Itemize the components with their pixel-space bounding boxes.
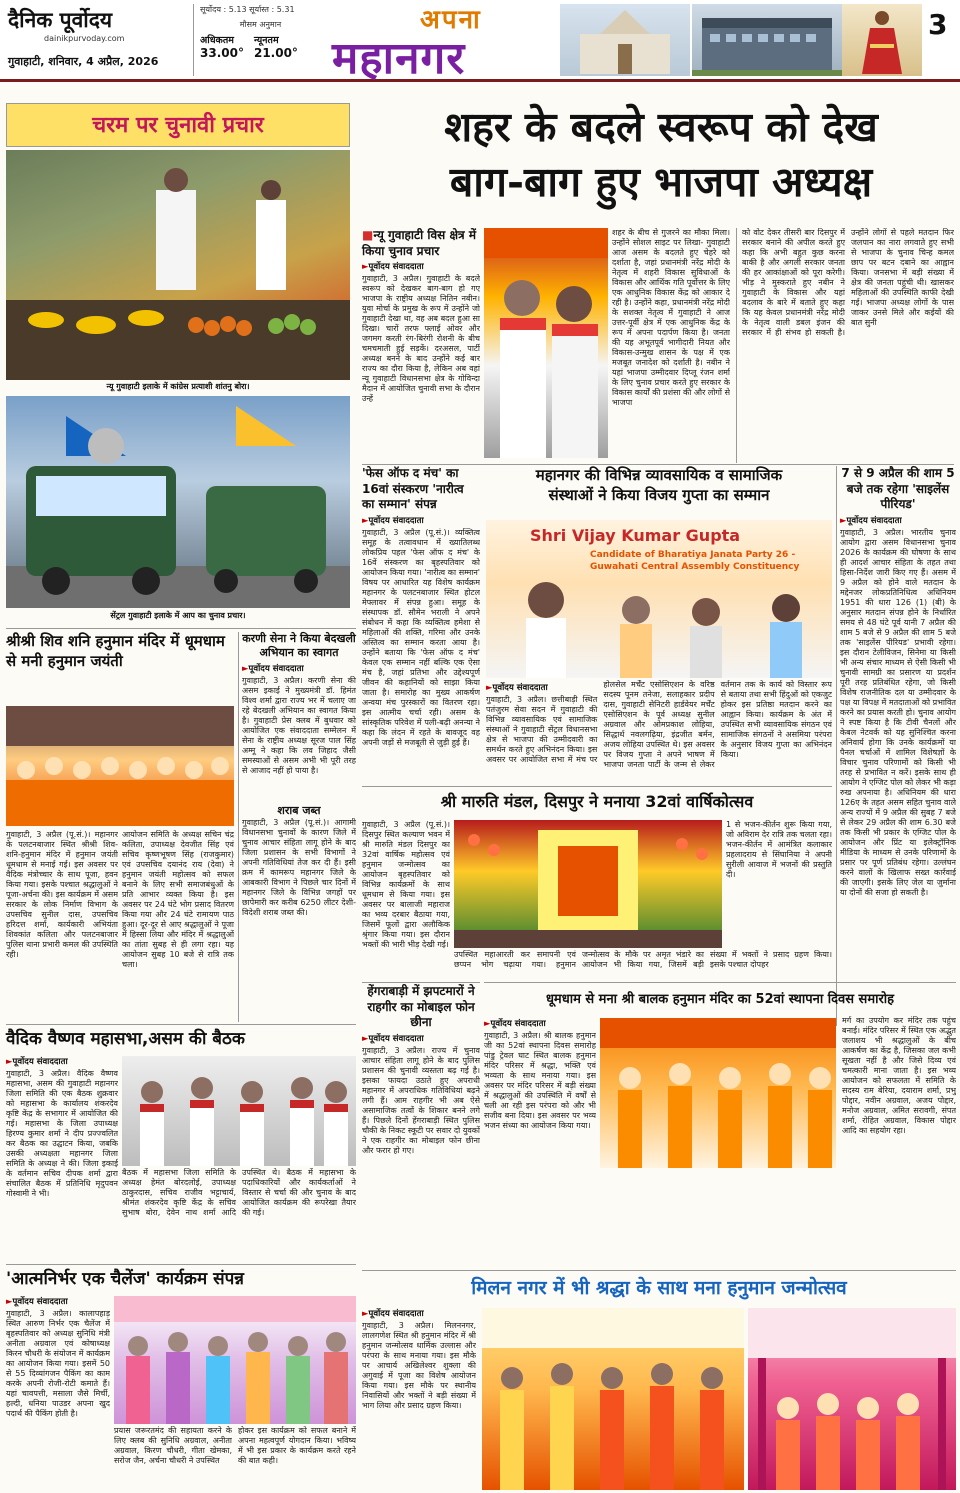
vijay-article	[486, 680, 832, 780]
lead-body-1: गुवाहाटी, 3 अप्रैल। गुवाहाटी के बदले स्वरूप को देखकर बाग-बाग हो गए भाजपा के राष्ट्रीय अध्यक्ष नितिन नबीन। युवा मोर्चा के प्रमुख के रूप में उन्होंने जो गुवाहाटी देखा था, वह अब बदल हुआ सा दिखा। चारों तरफ फ्लाई ओवर और जगमग करती रंग-बिरंगी रोशनी के बीच चमचमाती हुई सड़कें। दरअसल, पार्टी अध्यक्ष बनने के बाद उन्होंने कई बार राज्य का दौरा किया है, लेकिन अब वहां न्यू गुवाहाटी विधानसभा क्षेत्र के गोविन्दा मैदान में आयोजित चुनावी सभा के दौरान उन्हें	[362, 274, 480, 404]
fruit-market-icon	[6, 150, 350, 380]
shani-body-2: आयोजन समिति के अध्यक्ष सचिन चंद्र कलिता, उपाध्यक्ष देवजीत सिंह एवं सचिव कृष्णभूषण सिंह (राजकुमार) एवं उपसचिव दयानंद राय (देवा) ने हनुमान जयंती महोत्सव को सफल बनाने के लिए सभी समाजबंधुओं के प्रति आभार व्यक्त किया है। इस अवसर पर 24 घंटे भोग प्रसाद वितरण किया गया और 24 घंटे रामायण पाठ हुआ। दूर-दूर से आए श्रद्धालुओं ने पूजा में हिस्सा लिया और मंदिर में श्रद्धालुओं का तांता सुबह से ही लगा रहा। यह आयोजन सुबह 10 बजे से रात्रि तक चला।	[122, 830, 234, 969]
milan-photo-1	[482, 1308, 744, 1490]
shani-headline-block	[6, 632, 234, 671]
lead-body-2: शहर के बीच से गुजरने का मौका मिला। उन्होंने सोशल साइट पर लिखा- गुवाहाटी आज असम के बदलते हुए चेहरे को दर्शाता है, जहां प्रधानमंत्री नरेंद्र मोदी के नेतृत्व में शहरी विकास सुविधाओं के विकास और आर्थिक गति पूर्वोत्तर के लिए एक आधुनिक विकास केंद्र को आकार दे रही है। उन्होंने कहा, प्रधानमंत्री नरेंद्र मोदी के सशक्त नेतृत्व में गुवाहाटी ने आज उत्तर-पूर्वी क्षेत्र में एक आधुनिक केंद्र के रूप में अपना पदार्पण किया है। जनता की यह अभूतपूर्व भागीदारी नियत और विकास-उन्मुख शासन के पक्ष में एक मजबूत जनादेश को दर्शाती है। नबीन ने यहां भाजपा उम्मीदवार दिप्लू रंजन शर्मा के लिए चुनाव प्रचार करते हुए सरकार के विकास कार्यों की प्रशंसा की और लोगों से भाजपा	[612, 228, 730, 407]
balak-headline-block	[484, 992, 956, 1009]
masthead	[0, 0, 960, 82]
karni-article	[242, 632, 356, 986]
atmanirbhar-body-2: प्रयास जरूरतमंद की सहायता करने के लिए क्लब की सुनिधि अग्रवाल, अनीता अग्रवाल, किरण चौधरी, गीता खेमका, सरोज जैन, अर्चना चौधरी ने उपस्थित	[114, 1426, 232, 1465]
atmanirbhar-headline-block	[6, 1268, 356, 1290]
min-temp: 21.00°	[253, 46, 298, 60]
vaishnav-body-2: बैठक में महासभा जिला समिति के अध्यक्ष हेमंत बोरदलोई, उपाध्यक्ष ठाकुरदास, सचिव राजीव भट्टाचार्य, श्रीमंत शंकरदेव कृष्टि केंद्र के सचिव सुभाष बोरा, देवेन नाथ शर्मा आदि उपस्थित थे। बैठक में महासभा के पदाधिकारियों और कार्यकर्ताओं ने विस्तार से चर्चा की और चुनाव के बाद आयोजित कार्यक्रम की रूपरेखा तैयार की गई।	[122, 1168, 356, 1217]
milan-photo-2	[748, 1308, 956, 1490]
lead-body-3: को वोट देकर तीसरी बार दिसपुर में सरकार बनाने की अपील करते हुए कहा कि अभी बहुत कुछ करना बाकी है और अगली सरकार जनता की हर आकांक्षाओं को पूरा करेगी। भीड़ ने मुस्कराते हुए नबीन ने गुवाहाटी के विकास और यहां बदलाव के बारे में बताते हुए कहा कि यह केवल प्रधानमंत्री नरेंद्र मोदी के नेतृत्व वाली डबल इंजन की सरकार में ही संभव हो सकती है। उन्होंने लोगों से पहले मतदान फिर जलपान का नारा लगवाते हुए सभी से भाजपा के चुनाव चिन्ह कमल छाप पर बटन दबाने का आह्वान किया। जनसभा में बड़ी संख्या में क्षेत्र की जनता पहुंची थी। खासकर महिलाओं की उपस्थिति काफी देखी गई। भाजपा अध्यक्ष लोगों के पास जाकर उनसे मिले और कईयों की बात सुनी	[742, 228, 954, 337]
milan-headline: मिलन नगर में भी श्रद्धा के साथ मना हनुमान जन्मोत्सव	[471, 1277, 847, 1299]
maruti-caption: उपस्थित महाआरती कर समापनी एवं छप्पन भोग चढ़ाया गया। हनुमान जन्मोत्सव के मौके पर अमृत भंडारे का आयोजन भी किया गया, जिसमें बड़ी संख्या में भक्तों ने प्रसाद ग्रहण किया। इसके पश्चात दोपहर	[454, 950, 832, 969]
fame-headline: 'फेस ऑफ द मंच' का 16वां संस्करण 'नारीत्व का सम्मान' संपन्न	[362, 466, 464, 512]
leaders-icon	[484, 228, 608, 458]
atmanirbhar-article	[6, 1294, 110, 1489]
temple-gathering-icon	[6, 706, 234, 826]
bhajan-sandhya-icon	[600, 1018, 836, 1168]
vijay-banner-sub: Candidate of Bharatiya Janata Party 26 - Guwahati Central Assembly Constituency	[590, 550, 800, 572]
lead-kicker: ■ न्यू गुवाहाटी विस क्षेत्र में किया चुनाव प्रचार	[362, 228, 480, 259]
vijay-banner-text: Shri Vijay Kumar Gupta	[530, 526, 741, 545]
hengrabari-headline: हेंगराबाड़ी में झपटमारों ने राहगीर का मोबाइल फोन छीना	[367, 984, 475, 1030]
vaishnav-headline-block	[6, 1028, 356, 1050]
fame-body: गुवाहाटी, 3 अप्रैल (पू.सं.)। व्यक्तित्व समूह के तत्वावधान में ख्यातिलब्ध लोकप्रिय पहल 'फेस ऑफ द मंच' के 16वें संस्करण का बृहस्पतिवार को आयोजन किया गया। 'नारीत्व का सम्मान' विषय पर आधारित यह विशेष कार्यक्रम महानगर के पलटनबाजार स्थित होटल मेफ्लावर में संपन्न हुआ। समूह के संस्थापक डॉ. सौमेन भराली ने अपने संबोधन में कहा कि व्यक्तित्व हमेशा से महिलाओं की शक्ति, गरिमा और उनके अस्तित्व का सम्मान करता आया है। उन्होंने बताया कि 'फेस ऑफ द मंच' केवल एक सम्मान नहीं बल्कि एक ऐसा मंच है, जहां प्रतिभा और उद्देश्यपूर्ण जीवन की कहानियों को साझा किया जाता है। समारोह का मुख्य आकर्षण अन्वया मंच पुरस्कारों का वितरण रहा। इस आत्मीय चर्चा रही। असम के सांस्कृतिक परिवेश में पली-बढ़ी अनन्या ने कहा कि लंदन में रहते के बावजूद वह अपनी जड़ों से मजबूती से जुड़ी हुई हैं।	[362, 527, 480, 747]
lead-photo	[484, 228, 608, 458]
temple-image	[560, 4, 690, 76]
campaign-photo-1	[6, 150, 350, 380]
silence-article	[840, 466, 956, 998]
balak-article	[484, 1016, 596, 1231]
milan-byline: ► पूर्वोदय संवाददाता	[362, 1308, 476, 1319]
milan-article	[362, 1306, 476, 1491]
silence-headline: 7 से 9 अप्रैल की शाम 5 बजे तक रहेगा 'साइलेंस पीरियड'	[841, 466, 955, 512]
shani-headline: श्रीश्री शिव शनि हनुमान मंदिर में धूमधाम से मनी हनुमान जयंती	[6, 632, 225, 670]
vijay-headline-line-2: संस्थाओं ने किया विजय गुप्ता का सम्मान	[548, 485, 770, 504]
vijay-photo	[486, 520, 832, 678]
atmanirbhar-byline: ► पूर्वोदय संवाददाता	[6, 1296, 110, 1307]
paper-name: दैनिक पूर्वोदय	[8, 7, 113, 32]
campaign-photo-2	[6, 396, 350, 608]
dancer-image	[842, 4, 922, 76]
vijay-headline	[486, 466, 832, 505]
maruti-photo	[454, 820, 722, 948]
auto-rickshaw-icon	[6, 396, 350, 608]
vaishnav-headline: वैदिक वैष्णव महासभा,असम की बैठक	[6, 1029, 245, 1049]
balak-byline: ► पूर्वोदय संवाददाता	[484, 1018, 596, 1029]
lead-headline-line-2: बाग-बाग हुए भाजपा अध्यक्ष	[449, 158, 873, 207]
maruti-body-2: 1 से भजन-कीर्तन शुरू किया गया, जो अविराम देर रात्रि तक चलता रहा। भजन-कीर्तन में आमंत्रित कलाकार प्रहलादराय से सिंघानिया ने अपनी सुरीली आवाज में भजनों की प्रस्तुति दी।	[726, 820, 832, 879]
fame-byline: ► पूर्वोदय संवाददाता	[362, 515, 480, 526]
liquor-body: गुवाहाटी, 3 अप्रैल (पू.सं.)। आगामी विधानसभा चुनावों के कारण जिले में चुनाव आचार संहिता लागू होने के बाद जिला प्रशासन के सभी विभागों ने अपनी गतिविधियां तेज कर दी हैं। इसी क्रम में कामरूप महानगर जिले के आबकारी विभाग ने पिछले चार दिनों में महानगर जिले के विभिन्न जगहों पर छापेमारी कर करीब 6250 लीटर देशी-विदेशी शराब जब्त की।	[242, 817, 356, 917]
liquor-headline: शराब जब्त	[277, 803, 321, 817]
shani-body: गुवाहाटी, 3 अप्रैल (पू.सं.)। महानगर के पलटनबाजार स्थित श्रीश्री शिव-शनि-हनुमान मंदिर में हनुमान जयंती धूमधाम से मनाई गई। इस अवसर पर वैदिक मंत्रोच्चार के साथ पूजा, हवन किया गया। इसके पश्चात श्रद्धालुओं ने पूजा-अर्चना की। इस कार्यक्रम में असम सरकार के लोक निर्माण विभाग के उपसचिव सुनील दास, उपसचिव हरिदत्त शर्मा, कार्यकारी अभियंता शिवकांत कलिता और पलटनबाजार पुलिस थाना प्रभारी कमल की उपस्थिति रही।	[6, 830, 118, 959]
lead-headline-line-1: शहर के बदले स्वरूप को देख	[444, 103, 878, 151]
date-line: गुवाहाटी, शनिवार, 4 अप्रैल, 2026	[8, 55, 159, 68]
lead-byline: ► पूर्वोदय संवाददाता	[362, 261, 480, 272]
weather-label: मौसम अनुमान	[239, 20, 282, 29]
temple-icon	[560, 4, 690, 76]
maruti-headline: श्री मारुति मंडल, दिसपुर ने मनाया 32वां वार्षिकोत्सव	[440, 792, 754, 811]
vaishnav-body: गुवाहाटी, 3 अप्रैल। वैदिक वैष्णव महासभा, असम की गुवाहाटी महानगर जिला समिति की एक बैठक शुक्रवार को महासभा के कार्यालय शंकरदेव कृष्टि केंद्र के सभागार में आयोजित की गई। महासभा के जिला उपाध्यक्ष हिरण्य कुमार शर्मा ने दीप प्रज्ज्वलित कर बैठक का उद्घाटन किया, जबकि उसकी अध्यक्षता महानगर जिला समिति के अध्यक्ष ने की। जिला इकाई के वर्तमान सचिव दीपक शर्मा द्वारा संचालित बैठक में प्रतिनिधि मृदुपवन गोस्वामी ने भी।	[6, 1069, 118, 1198]
karni-headline: करणी सेना ने किया बेदखली अभियान का स्वागत	[242, 632, 356, 660]
lead-kicker-block	[362, 228, 480, 479]
brand-top: अपना	[420, 5, 482, 35]
meeting-icon	[122, 1056, 356, 1166]
hengrabari-article	[362, 984, 480, 1206]
brand-main: महानगर	[332, 33, 466, 84]
atmanirbhar-body: गुवाहाटी, 3 अप्रैल। कालापहाड़ स्थित आरुण निर्भर एक चैलेंज में बृहस्पतिवार को अध्यक्ष सुनिधि मंत्री अनीता अग्रवाल एवं कोषाध्यक्ष किरन चौधरी के संयोजन में कार्यक्रम का आयोजन किया गया। इसमें 50 से 55 दिव्यांगजन पैकिंग का काम करके अपनी रोजी-रोटी कमाते हैं। यहां चावपत्ती, मसाला जैसे मिर्ची, हल्दी, धनिया पाउडर अपना खुद पदार्थ की पैकिंग होती है।	[6, 1309, 110, 1418]
atmanirbhar-headline: 'आत्मनिर्भर एक चैलेंज' कार्यक्रम संपन्न	[6, 1269, 244, 1289]
fame-article	[362, 466, 480, 778]
weather-box	[193, 4, 321, 76]
campaign-banner: चरम पर चुनावी प्रचार	[6, 103, 350, 147]
club-event-icon	[114, 1296, 356, 1424]
hengrabari-byline: ► पूर्वोदय संवाददाता	[362, 1033, 480, 1044]
felicitation-icon	[486, 520, 832, 678]
page-number: 3	[928, 8, 948, 41]
balak-headline: धूमधाम से मना श्री बालक हनुमान मंदिर का 52वां स्थापना दिवस समारोह	[545, 992, 895, 1007]
balak-photo	[600, 1018, 836, 1168]
atmanirbhar-photo	[114, 1296, 356, 1424]
puja-gathering-icon	[482, 1308, 744, 1490]
max-temp: 33.00°	[200, 46, 244, 60]
sunrise-sunset: सूर्योदय : 5.13 सूर्यास्त : 5.31	[200, 5, 295, 14]
vaishnav-byline: ► पूर्वोदय संवाददाता	[6, 1056, 118, 1067]
max-label: अधिकतम	[200, 35, 234, 46]
balak-body-2: मर्ग का उपयोग कर मंदिर तक पहुंच बनाई। मंदिर परिसर में स्थित एक अद्भुत जलाशय भी श्रद्धालुओं के बीच आकर्षण का केंद्र है, जिसका जल कभी सूखता नहीं है और जिसे दिव्य एवं चमत्कारी माना जाता है। इस भव्य आयोजन को सफलता में समिति के सदस्य राम बेरिया, दयाराम शर्मा, प्रभु पोद्दार, नवीन अग्रवाल, अजय पोद्दार, मनोज अग्रवाल, अमित सरावगी, संपत शर्मा, रोहित अग्रवाल, विकास पोद्दार आदि का सहयोग रहा।	[842, 1016, 956, 1135]
lead-headline	[362, 100, 960, 211]
vijay-headline-line-1: महानगर की विभिन्न व्यावसायिक व सामाजिक	[535, 466, 783, 484]
building-icon	[692, 4, 842, 76]
paper-website: dainikpurvoday.com	[44, 34, 125, 43]
shani-photo	[6, 706, 234, 826]
atmanirbhar-body-3: होकर इस कार्यक्रम को सफल बनाने में अपना महत्वपूर्ण योगदान किया। भविष्य में भी इस प्रकार के कार्यक्रम करते रहने की बात कही।	[238, 1426, 356, 1465]
campaign-caption-1: न्यू गुवाहाटी इलाके में कांग्रेस प्रत्याशी शांतनु बोरा।	[106, 382, 250, 391]
silence-byline: ► पूर्वोदय संवाददाता	[840, 515, 956, 526]
vijay-body: गुवाहाटी, 3 अप्रैल। छत्तीबाड़ी स्थित पतंजुरम सेवा सदन में गुवाहाटी की विभिन्न व्यावसायिक एवं सामाजिक संस्थाओं ने गुवाहाटी सेंट्रल विधानसभा क्षेत्र से भाजपा की उम्मीदवारी का समर्थन करते हुए अभिनंदन किया। इस अवसर पर आयोजित सभा में मंच पर होलसेल मर्चेंट एसोसिएशन के वरिष्ठ सदस्य पूनम तनेजा, सलाहकार प्रदीप दास, गुवाहाटी सेनिटरी हार्डवेयर मर्चेंट एसोसिएशन के पूर्व अध्यक्ष सुनील अग्रवाल और ओमप्रकाश लोहिया, सिद्धार्थ नवलगढ़िया, इंद्रजीत बर्मन, अजय लोहिया उपस्थित थे। इस अवसर पर विजय गुप्ता ने अपने भाषण में भाजपा जनता पार्टी के जन्म से लेकर वर्तमान तक के कार्य को विस्तार रूप से बताया तथा सभी हिंदुओं को एकजुट होकर इस प्रतिष्ठा मतदान करने का आह्वान किया। कार्यक्रम के अंत में उपस्थित सभी व्यावसायिक संगठन एवं सामाजिक संगठनों ने असमिया परंपरा के अनुसार विजय गुप्ता का अभिनंदन किया।	[486, 680, 832, 769]
milan-headline-block	[362, 1276, 956, 1301]
building-image	[692, 4, 842, 76]
karni-byline: ► पूर्वोदय संवाददाता	[242, 663, 356, 674]
silence-body: गुवाहाटी, 3 अप्रैल। भारतीय चुनाव आयोग द्वारा असम विधानसभा चुनाव 2026 के कार्यक्रम की घोषणा के साथ ही आदर्श आचार संहिता के तहत तथा हिसा-निर्देश जारी किए गए हैं। असम में 9 अप्रैल को होने वाले मतदान के मद्देनजर लोकप्रतिनिधित्व अधिनियम 1951 की धारा 126 (1) (बी) के अनुसार मतदान संपन्न होने के निर्धारित समय से 48 घंटे पूर्व यानी 7 अप्रैल की शाम 5 बजे से 9 अप्रैल की शाम 5 बजे तक 'साइलेंस पीरियड' प्रभावी रहेगा। इस दौरान टेलीविजन, सिनेमा या किसी भी अन्य संचार माध्यम से ऐसी किसी भी चुनावी सामग्री का प्रसारण या प्रदर्शन पूरी तरह प्रतिबंधित रहेगा, जो किसी विशेष राजनीतिक दल या उम्मीदवार के पक्ष या विपक्ष में मतदाताओं को प्रभावित करने का प्रयास करती हो। चुनाव आयोग ने स्पष्ट किया है कि टीवी चैनलों और केबल नेटवर्क को यह सुनिश्चित करना अनिवार्य होगा कि उनके कार्यक्रमों या पैनल चर्चाओं में शामिल विशेषज्ञों के विचार चुनाव परिणामों को किसी भी तरह से प्रभावित न करें। इसके साथ ही आयोग ने एग्जिट पोल को लेकर भी कड़ा रुख अपनाया है। अधिनियम की धारा 126ए के तहत असम सहित चुनाव वाले अन्य राज्यों में 9 अप्रैल की सुबह 7 बजे से लेकर 29 अप्रैल की शाम 6.30 बजे तक किसी भी प्रकार के एग्जिट पोल के आयोजन और प्रिंट या इलेक्ट्रॉनिक मीडिया के माध्यम से उनके परिणामों के प्रसार पर पूर्ण प्रतिबंध रहेगा। उल्लंघन करने वालों के खिलाफ सख्त कार्रवाई की जाएगी। इसके लिए जेल या जुर्माना या दोनों की सजा हो सकती है।	[840, 527, 956, 897]
maruti-headline-block	[362, 792, 832, 813]
balaji-darbar-icon	[454, 820, 722, 948]
karni-body: गुवाहाटी, 3 अप्रैल। करणी सेना की असम इकाई ने मुख्यमंत्री डॉ. हिमंत विश्व शर्मा द्वारा राज्य भर में चलाए जा रहे बेदखली अभियान का स्वागत किया है। गुवाहाटी प्रेस क्लब में बुधवार को आयोजित एक संवाददाता सम्मेलन में सेना के राष्ट्रीय अध्यक्ष सूरज पाल सिंह अम्मू ने कहा कि लव जिहाद जैसी समस्याओं से असम अभी भी पूरी तरह से आजाद नहीं हो पाया है।	[242, 675, 356, 775]
vijay-byline: ► पूर्वोदय संवाददाता	[486, 682, 597, 693]
min-label: न्यूनतम	[253, 35, 279, 46]
hengrabari-body: गुवाहाटी, 3 अप्रैल। राज्य में चुनाव आचार संहिता लागू होने के बाद पुलिस प्रशासन की चुनावी व्यस्तता बढ़ गई है। इसका फायदा उठाते हुए अपराधी महानगर में अपराधिक गतिविधियां बढ़ने लगी हैं। आम राहगीर भी अब ऐसे असामाजिक तत्वों के शिकार बनने लगे हैं। पिछले दिनों हेंगराबाड़ी स्थित पुलिस चौकी के निकट स्कूटी पर सवार दो युवकों ने एक राहगीर का मोबाइल फोन छीना और फरार हो गए।	[362, 1045, 480, 1155]
balak-body: गुवाहाटी, 3 अप्रैल। श्री बालक हनुमान जी का 52वां स्थापना दिवस समारोह पांडु ट्रेवल घाट स्थित बालक हनुमान मंदिर परिसर में श्रद्धा, भक्ति एवं भव्यता के साथ मनाया गया। इस अवसर पर मंदिर परिसर में बड़ी संख्या में श्रद्धालुओं की उपस्थिति में वर्षों से चली आ रही इस परंपरा को और भी सजीव बना दिया। इस अवसर पर भव्य भजन संध्या का आयोजन किया गया।	[484, 1031, 596, 1130]
vaishnav-article	[6, 1054, 118, 1269]
campaign-caption-2: सेंट्रल गुवाहाटी इलाके में आप का चुनाव प्रचार।	[110, 611, 246, 620]
maruti-body: गुवाहाटी, 3 अप्रैल (पू.सं.)। दिसपुर स्थित कल्याण भवन में श्री मारुति मंडल दिसपुर का 32वां वार्षिक महोत्सव एवं हनुमान जन्मोत्सव का आयोजन बृहस्पतिवार को विभिन्न कार्यक्रमों के साथ धूमधाम से किया गया। इस अवसर पर बालाजी महाराज का भव्य दरबार बैठाया गया, जिसमें फूलों द्वारा अलौकिक श्रृंगार किया गया। इस दौरान भक्तों की भारी भीड़ देखी गई।	[362, 820, 450, 949]
temple-decor-icon	[748, 1308, 956, 1490]
vaishnav-photo	[122, 1056, 356, 1166]
milan-body: गुवाहाटी, 3 अप्रैल। मिलननगर, लालगणेश स्थित श्री हनुमान मंदिर में श्री हनुमान जन्मोत्सव धार्मिक उल्लास और परंपरा के साथ मनाया गया। इस मौके पर आचार्य अखिलेश्वर शुक्ला की अगुवाई में पूजा का विशेष आयोजन किया गया। इस मौके पर स्थानीय निवासियों और भक्तों ने बड़ी संख्या में भाग लिया और प्रसाद ग्रहण किया।	[362, 1321, 476, 1410]
dancer-icon	[842, 4, 922, 76]
